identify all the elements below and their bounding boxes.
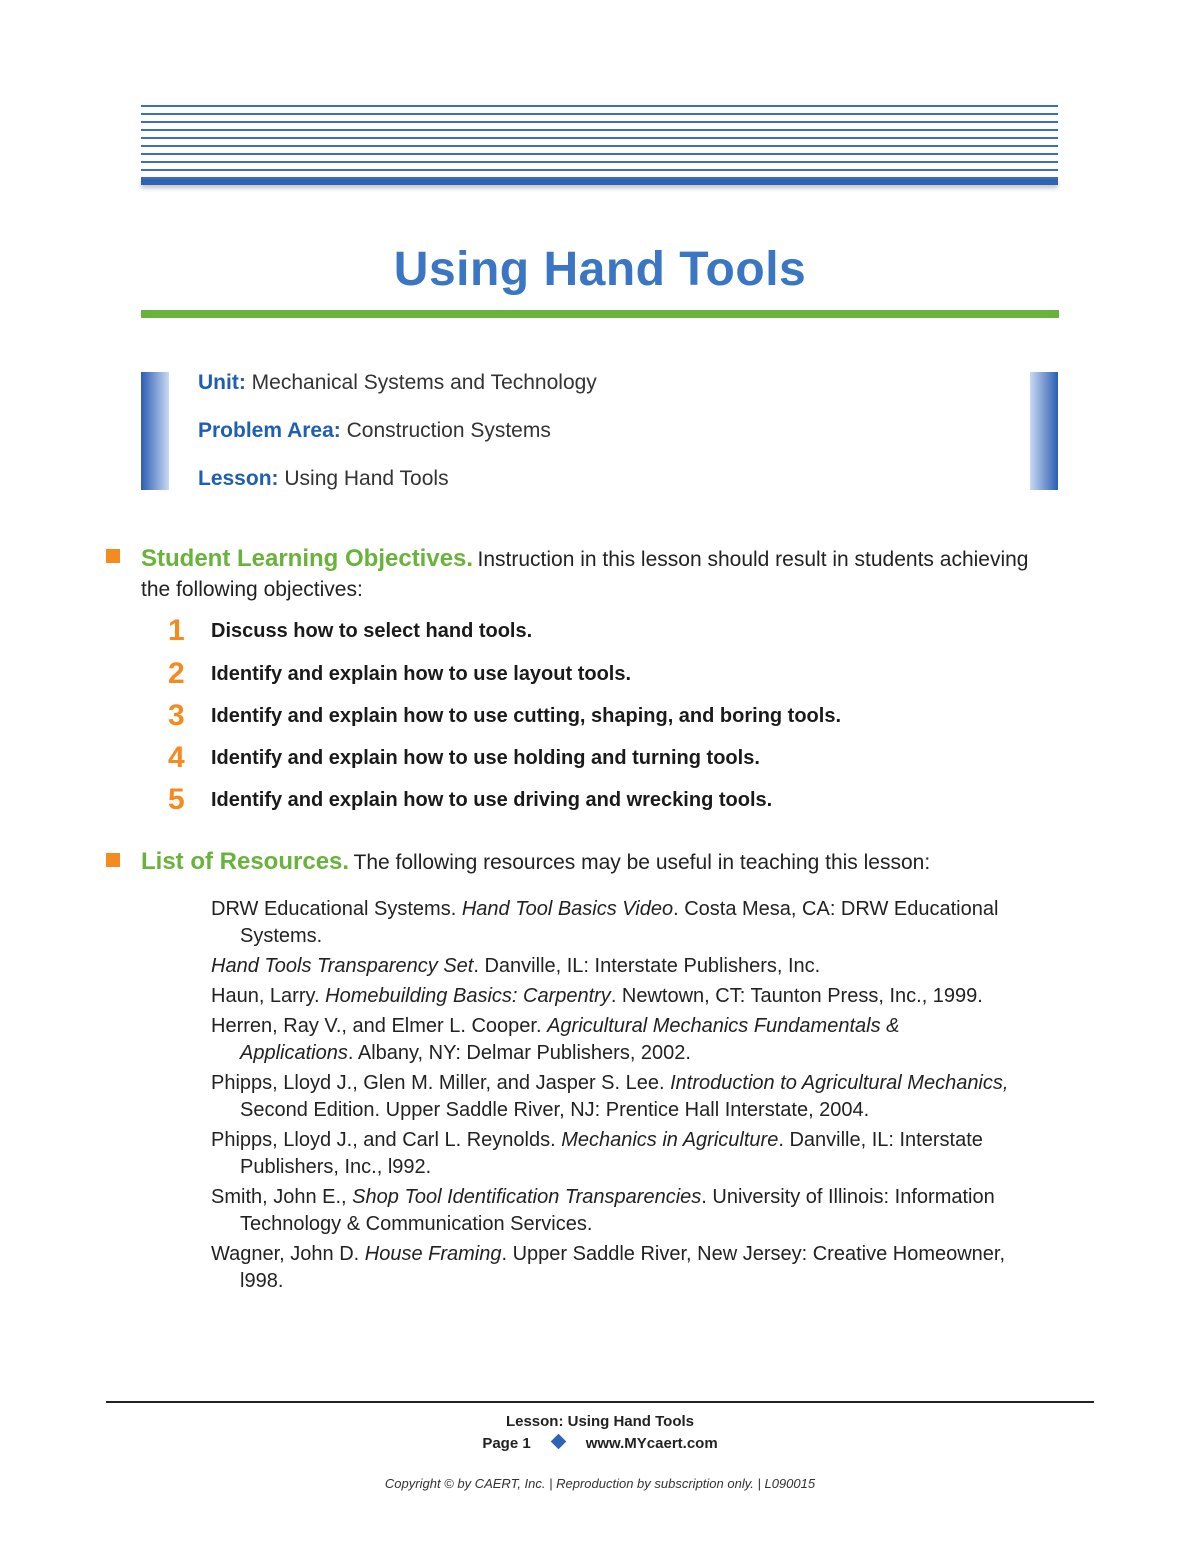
- resource-publisher: . Upper Saddle River, New Jersey: Creative Homeowner, l998.: [240, 1243, 1006, 1292]
- resource-title: Hand Tools Transparency Set: [211, 955, 474, 977]
- objective-number: 2: [168, 657, 185, 690]
- objective-number: 4: [168, 741, 185, 774]
- right-accent-bar: [1030, 372, 1058, 490]
- footer-page-row: [0, 1435, 1200, 1452]
- objectives-intro-text: Instruction in this lesson should result in students achieving the following objectives:: [141, 548, 1029, 601]
- resource-authors: Wagner, John D.: [211, 1243, 365, 1265]
- resource-title: Shop Tool Identification Transparencies: [352, 1186, 702, 1208]
- objective-item: [168, 699, 1068, 737]
- objective-text: Discuss how to select hand tools.: [211, 620, 533, 642]
- resource-title: Agricultural Mechanics Fundamentals & Applications: [240, 1015, 900, 1064]
- objective-item: [168, 614, 1068, 652]
- unit-line: [198, 371, 597, 395]
- left-accent-bar: [141, 372, 169, 490]
- resource-authors: Herren, Ray V., and Elmer L. Cooper.: [211, 1015, 548, 1037]
- objectives-heading: Student Learning Objectives.: [141, 545, 474, 572]
- resource-item: [211, 1241, 1011, 1295]
- resource-title: Homebuilding Basics: Carpentry: [325, 985, 611, 1007]
- resource-authors: Phipps, Lloyd J., and Carl L. Reynolds.: [211, 1129, 562, 1151]
- resource-publisher: Second Edition. Upper Saddle River, NJ: Prentice Hall Interstate, 2004.: [240, 1099, 870, 1121]
- resource-item: [211, 983, 1011, 1010]
- header-banner: [141, 105, 1058, 185]
- resource-publisher: . Danville, IL: Interstate Publishers, Inc., l992.: [240, 1129, 983, 1178]
- objective-text: Identify and explain how to use layout tools.: [211, 663, 632, 685]
- resource-authors: Haun, Larry.: [211, 985, 326, 1007]
- resource-item: [211, 1013, 1011, 1067]
- objective-item: [168, 657, 1068, 695]
- page-title: Using Hand Tools: [393, 243, 807, 296]
- resources-intro-text: The following resources may be useful in teaching this lesson:: [353, 851, 931, 874]
- resources-bullet-icon: [106, 853, 120, 867]
- website-link[interactable]: www.MYcaert.com: [585, 1435, 718, 1452]
- unit-label: Unit:: [198, 371, 246, 394]
- footer-rule: [106, 1401, 1094, 1403]
- objectives-intro: [141, 545, 1061, 606]
- objective-number: 5: [168, 783, 185, 816]
- lesson-line: [198, 467, 449, 491]
- resource-title: Hand Tool Basics Video: [461, 898, 674, 920]
- lesson-value: Using Hand Tools: [284, 467, 449, 490]
- resource-title: House Framing: [364, 1243, 502, 1265]
- resource-publisher: . Newtown, CT: Taunton Press, Inc., 1999.: [610, 985, 983, 1007]
- objective-item: [168, 741, 1068, 779]
- problem-area-line: [198, 419, 551, 443]
- lesson-label: Lesson:: [198, 467, 279, 490]
- resource-publisher: . Danville, IL: Interstate Publishers, Inc.: [473, 955, 821, 977]
- resource-authors: Smith, John E.,: [211, 1186, 353, 1208]
- resource-authors: Phipps, Lloyd J., Glen M. Miller, and Jasper S. Lee.: [211, 1072, 671, 1094]
- diamond-icon: [550, 1434, 566, 1450]
- footer-lesson: Lesson: Using Hand Tools: [505, 1413, 695, 1430]
- resource-authors: DRW Educational Systems.: [211, 898, 462, 920]
- objective-item: [168, 783, 1068, 821]
- resource-title: Introduction to Agricultural Mechanics,: [670, 1072, 1009, 1094]
- resource-item: [211, 953, 1011, 980]
- copyright-notice: Copyright © by CAERT, Inc. | Reproduction by subscription only. | L090015: [384, 1476, 816, 1491]
- problem-area-value: Construction Systems: [346, 419, 551, 442]
- title-rule: [141, 310, 1059, 318]
- objective-number: 3: [168, 699, 185, 732]
- resource-item: [211, 896, 1011, 950]
- resource-item: [211, 1070, 1011, 1124]
- resources-intro: [141, 848, 1061, 879]
- objectives-bullet-icon: [106, 549, 120, 563]
- resource-publisher: . Costa Mesa, CA: DRW Educational Systems.: [240, 898, 999, 947]
- resource-item: [211, 1184, 1011, 1238]
- objective-text: Identify and explain how to use cutting, shaping, and boring tools.: [211, 705, 842, 727]
- problem-area-label: Problem Area:: [198, 419, 341, 442]
- unit-value: Mechanical Systems and Technology: [251, 371, 597, 394]
- page-number: Page 1: [482, 1435, 531, 1452]
- resource-item: [211, 1127, 1011, 1181]
- objective-number: 1: [168, 614, 185, 647]
- objective-text: Identify and explain how to use holding and turning tools.: [211, 747, 760, 769]
- resource-publisher: . Albany, NY: Delmar Publishers, 2002.: [347, 1042, 691, 1064]
- objective-text: Identify and explain how to use driving and wrecking tools.: [211, 789, 773, 811]
- resources-heading: List of Resources.: [141, 848, 350, 875]
- resource-publisher: . University of Illinois: Information Technology & Communication Services.: [240, 1186, 995, 1235]
- resource-title: Mechanics in Agriculture: [561, 1129, 779, 1151]
- resource-list: [211, 896, 1011, 1298]
